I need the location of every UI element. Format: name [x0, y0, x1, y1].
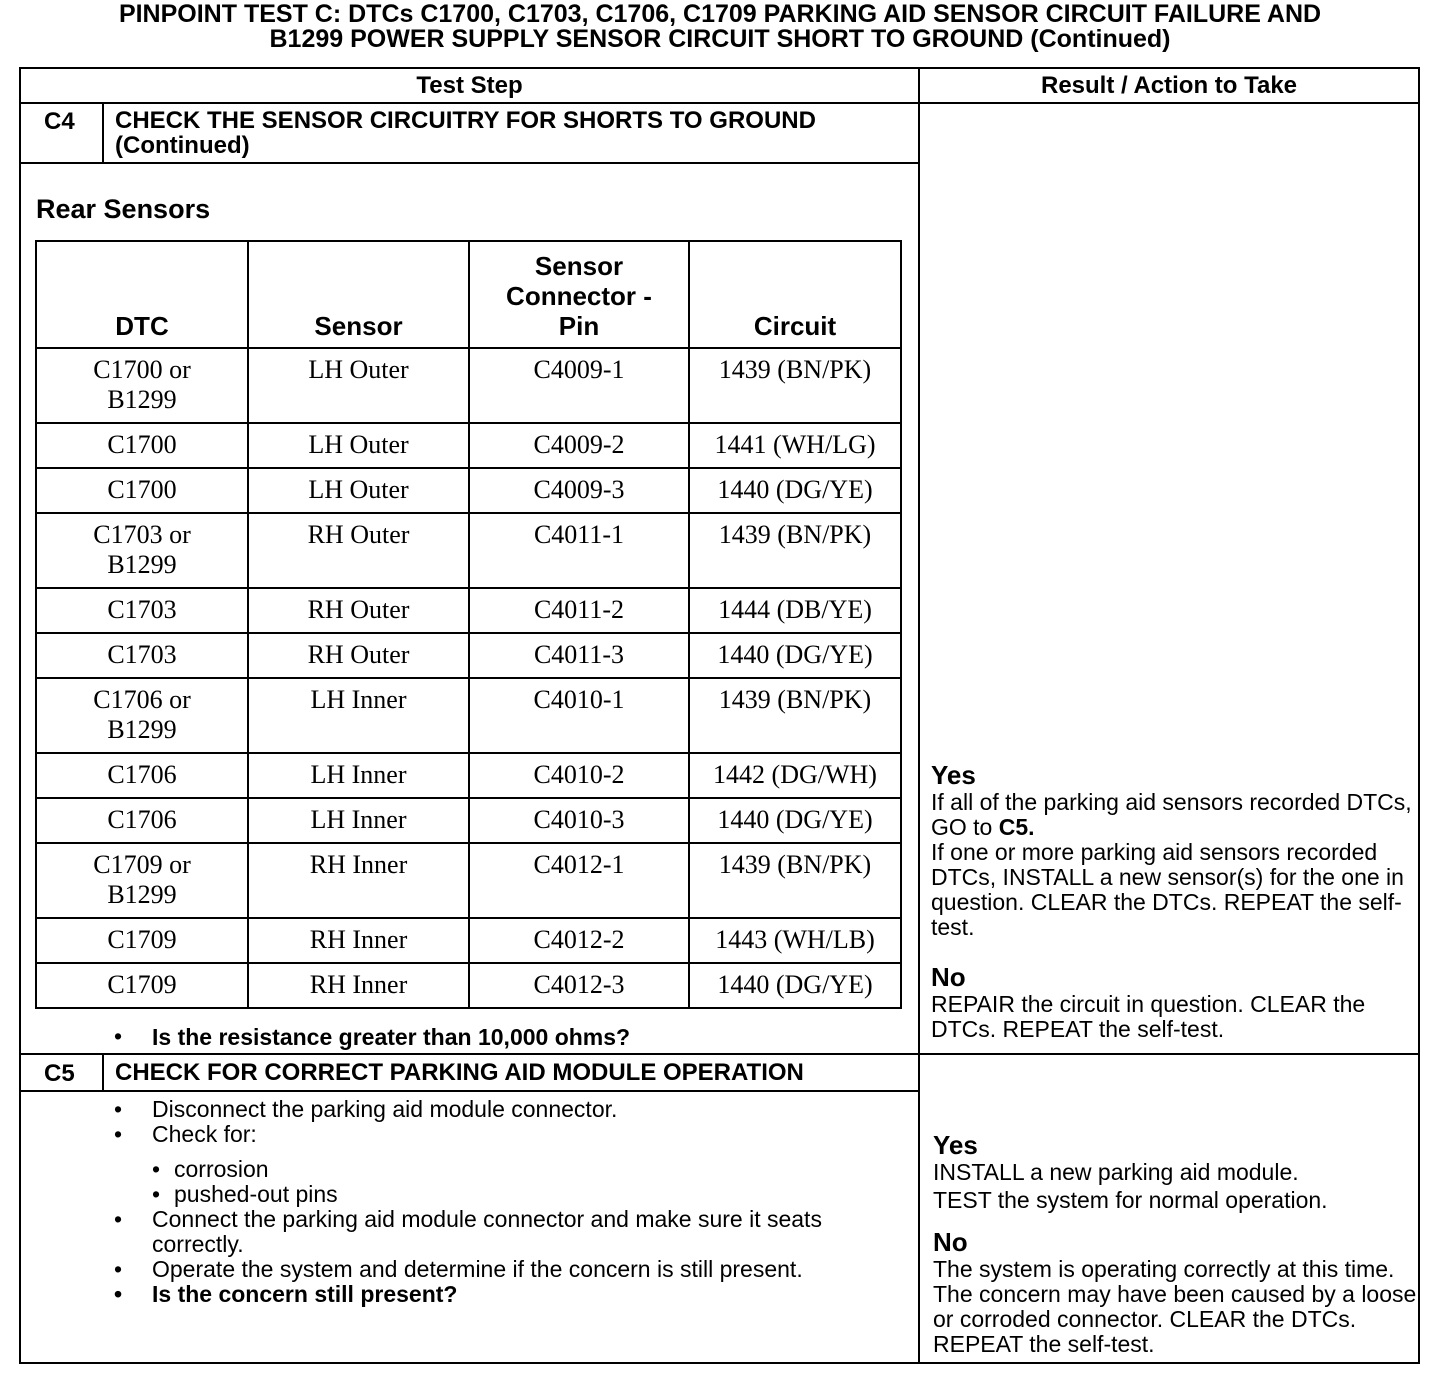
- c4-yes-text-2: If one or more parking aid sensors recorded DTCs, INSTALL a new sensor(s) for the one in question. CLEAR the DTCs. REPEAT the self-test.: [931, 839, 1404, 940]
- cell-circuit: 1440 (DG/YE): [689, 468, 901, 513]
- table-row: [36, 588, 901, 633]
- c5-step-4: • Operate the system and determine if the concern is still present.: [114, 1256, 803, 1282]
- goto-c5-link[interactable]: C5.: [998, 814, 1035, 840]
- column-header-dtc: DTC: [36, 241, 248, 348]
- cell-dtc: C1703: [36, 633, 248, 678]
- cell-connector-pin: C4010-1: [469, 678, 689, 753]
- table-row: [36, 513, 901, 588]
- c5-yes-text-2: TEST the system for normal operation.: [933, 1187, 1328, 1213]
- cell-sensor: RH Outer: [248, 633, 469, 678]
- c5-step-1: • Disconnect the parking aid module connector.: [114, 1096, 618, 1122]
- cell-dtc: C1703 or B1299: [36, 513, 248, 588]
- cell-circuit: 1443 (WH/LB): [689, 918, 901, 963]
- cell-sensor: LH Outer: [248, 468, 469, 513]
- c5-step-5: • Is the concern still present?: [114, 1281, 458, 1307]
- cell-sensor: LH Inner: [248, 678, 469, 753]
- cell-connector-pin: C4011-2: [469, 588, 689, 633]
- c5-no-text: The system is operating correctly at this time. The concern may have been caused by a loose or corroded connector. CLEAR the DTCs. REPEAT the self-test.: [933, 1256, 1417, 1357]
- cell-circuit: 1444 (DB/YE): [689, 588, 901, 633]
- cell-sensor: LH Inner: [248, 753, 469, 798]
- test-step-header: Test Step: [416, 72, 523, 99]
- table-row: [36, 963, 901, 1008]
- result-header: Result / Action to Take: [1040, 72, 1298, 99]
- c5-step-3: • Connect the parking aid module connector and make sure it seats correctly.: [114, 1206, 822, 1257]
- cell-sensor: RH Outer: [248, 513, 469, 588]
- cell-connector-pin: C4010-3: [469, 798, 689, 843]
- c5-yes-text: INSTALL a new parking aid module.: [933, 1159, 1299, 1185]
- column-header-circuit: Circuit: [689, 241, 901, 348]
- cell-dtc: C1706: [36, 753, 248, 798]
- cell-circuit: 1440 (DG/YE): [689, 963, 901, 1008]
- table-row: [36, 468, 901, 513]
- cell-dtc: C1706: [36, 798, 248, 843]
- table-row: [36, 633, 901, 678]
- column-header-connector-pin: Sensor Connector - Pin: [469, 241, 689, 348]
- table-header-row: [36, 241, 901, 348]
- cell-dtc: C1709: [36, 963, 248, 1008]
- table-row: [36, 348, 901, 423]
- cell-dtc: C1700: [36, 423, 248, 468]
- cell-sensor: LH Outer: [248, 348, 469, 423]
- header-rule: [19, 102, 1420, 104]
- c4-no-text: REPAIR the circuit in question. CLEAR the DTCs. REPEAT the self-test.: [931, 991, 1366, 1042]
- cell-connector-pin: C4012-1: [469, 843, 689, 918]
- cell-sensor: RH Outer: [248, 588, 469, 633]
- table-row: [36, 918, 901, 963]
- c5-step-2: • Check for:: [114, 1121, 257, 1147]
- c4-num-divider: [102, 104, 104, 162]
- step-title-c5: CHECK FOR CORRECT PARKING AID MODULE OPERATION: [115, 1059, 804, 1086]
- c5-no-label: No: [933, 1227, 968, 1257]
- table-row: [36, 678, 901, 753]
- c5-sub-2: • pushed-out pins: [152, 1181, 338, 1207]
- cell-dtc: C1709: [36, 918, 248, 963]
- step-title-c4-line1: CHECK THE SENSOR CIRCUITRY FOR SHORTS TO GROUND: [115, 107, 816, 134]
- table-row: [36, 423, 901, 468]
- c4-question: Is the resistance greater than 10,000 ohms?: [152, 1024, 631, 1050]
- title-line-2: B1299 POWER SUPPLY SENSOR CIRCUIT SHORT TO GROUND (Continued): [269, 25, 1171, 53]
- c4-yes-label: Yes: [931, 760, 976, 790]
- cell-connector-pin: C4009-2: [469, 423, 689, 468]
- c4-title-rule: [19, 162, 919, 164]
- cell-dtc: C1703: [36, 588, 248, 633]
- column-header-sensor: Sensor: [248, 241, 469, 348]
- cell-dtc: C1709 or B1299: [36, 843, 248, 918]
- c5-result: [933, 1130, 1417, 1357]
- section-heading-rear-sensors: Rear Sensors: [36, 194, 211, 224]
- c4-result: [931, 760, 1417, 1042]
- cell-circuit: 1441 (WH/LG): [689, 423, 901, 468]
- c4-yes-text: If all of the parking aid sensors recorded DTCs, GO to C5.: [931, 789, 1412, 840]
- cell-sensor: LH Outer: [248, 423, 469, 468]
- cell-connector-pin: C4012-3: [469, 963, 689, 1008]
- title-line-1: PINPOINT TEST C: DTCs C1700, C1703, C1706, C1709 PARKING AID SENSOR CIRCUIT FAILURE AND: [118, 0, 1322, 28]
- step-number-c4: C4: [44, 108, 75, 135]
- cell-connector-pin: C4011-1: [469, 513, 689, 588]
- cell-circuit: 1439 (BN/PK): [689, 678, 901, 753]
- step-title-c4: [115, 108, 816, 158]
- step-number-c5: C5: [44, 1060, 75, 1087]
- table-row: [36, 753, 901, 798]
- column-divider: [918, 67, 920, 1364]
- cell-sensor: RH Inner: [248, 963, 469, 1008]
- cell-sensor: RH Inner: [248, 918, 469, 963]
- table-row: [36, 798, 901, 843]
- c5-yes-label: Yes: [933, 1130, 978, 1160]
- step-title-c4-line2: (Continued): [115, 132, 250, 159]
- cell-circuit: 1439 (BN/PK): [689, 843, 901, 918]
- cell-connector-pin: C4010-2: [469, 753, 689, 798]
- cell-circuit: 1442 (DG/WH): [689, 753, 901, 798]
- cell-connector-pin: C4012-2: [469, 918, 689, 963]
- cell-sensor: RH Inner: [248, 843, 469, 918]
- c5-sub-1: • corrosion: [152, 1156, 269, 1182]
- c5-title-rule: [19, 1090, 919, 1092]
- c4-question-bullet: •: [114, 1023, 123, 1049]
- cell-circuit: 1440 (DG/YE): [689, 633, 901, 678]
- c5-steps: [114, 1097, 894, 1307]
- page-title: [0, 2, 1440, 52]
- cell-dtc: C1706 or B1299: [36, 678, 248, 753]
- cell-dtc: C1700 or B1299: [36, 348, 248, 423]
- rear-sensors-table: [35, 240, 902, 1009]
- c5-num-divider: [102, 1055, 104, 1090]
- cell-circuit: 1440 (DG/YE): [689, 798, 901, 843]
- cell-dtc: C1700: [36, 468, 248, 513]
- c4-no-label: No: [931, 962, 966, 992]
- cell-circuit: 1439 (BN/PK): [689, 348, 901, 423]
- cell-connector-pin: C4009-3: [469, 468, 689, 513]
- cell-connector-pin: C4011-3: [469, 633, 689, 678]
- c5-top-rule: [19, 1053, 1420, 1055]
- cell-circuit: 1439 (BN/PK): [689, 513, 901, 588]
- cell-sensor: LH Inner: [248, 798, 469, 843]
- cell-connector-pin: C4009-1: [469, 348, 689, 423]
- table-row: [36, 843, 901, 918]
